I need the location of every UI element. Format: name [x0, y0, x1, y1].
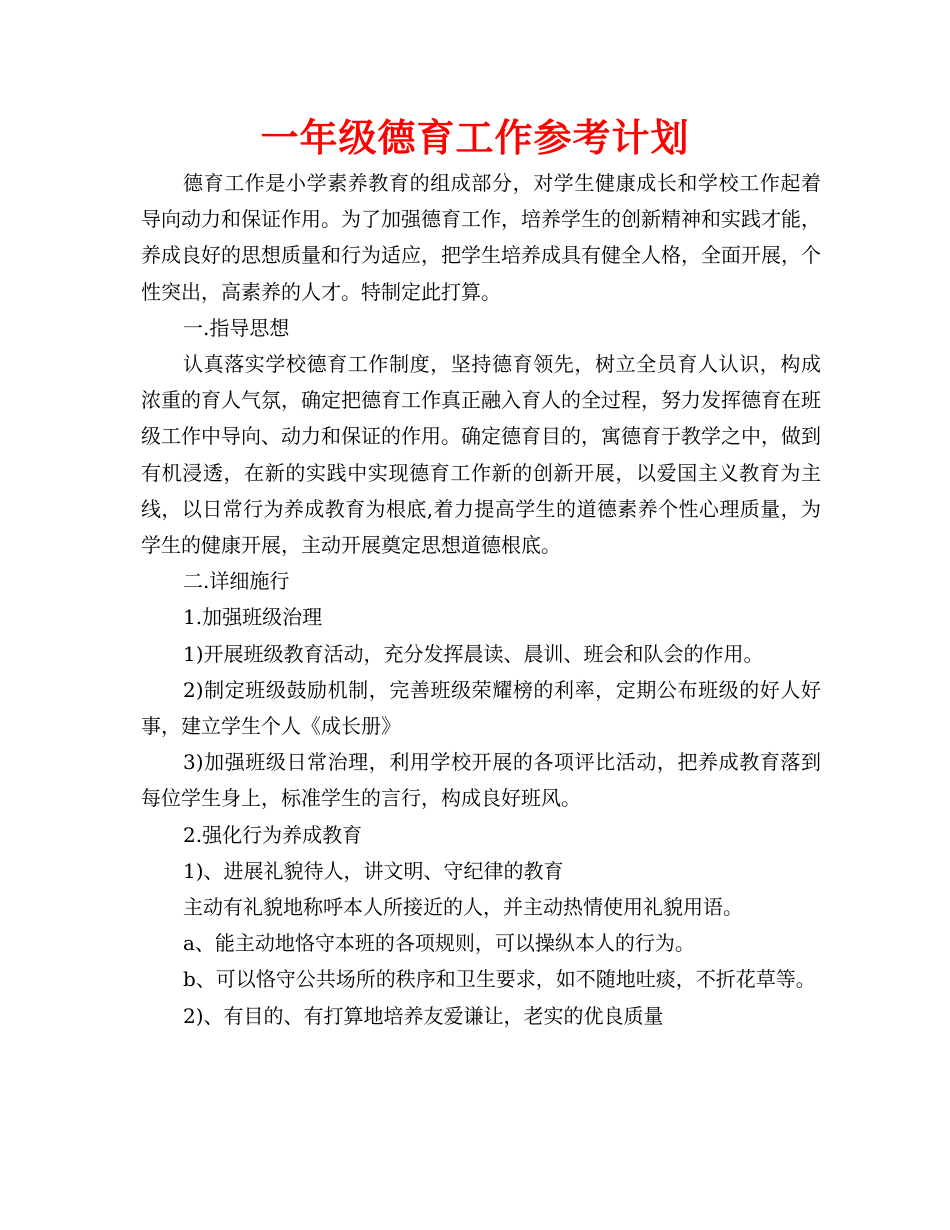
behavior-item-2: 2)、有目的、有打算地培养友爱谦让，老实的优良质量	[183, 1003, 664, 1028]
behavior-item-1-a: a、能主动地恪守本班的各项规则，可以操纵本人的行为。	[183, 931, 695, 956]
class-management-item-3: 3)加强班级日常治理，利用学校开展的各项评比活动，把养成教育落到每位学生身上，标准学生的言行，构成良好班风。	[141, 750, 821, 811]
subheading-class-management: 1.加强班级治理	[183, 605, 323, 630]
class-management-item-1: 1)开展班级教育活动，充分发挥晨读、晨训、班会和队会的作用。	[183, 641, 764, 666]
section-heading-guiding-thought: 一.指导思想	[183, 315, 290, 340]
behavior-item-1-b: b、可以恪守公共场所的秩序和卫生要求，如不随地吐痰，不折花草等。	[183, 967, 816, 992]
section-heading-implementation: 二.详细施行	[183, 569, 290, 594]
subheading-behavior-education: 2.强化行为养成教育	[183, 822, 363, 847]
guiding-thought-paragraph: 认真落实学校德育工作制度，坚持德育领先，树立全员育人认识，构成浓重的育人气氛，确定把德育工作真正融入育人的全过程，努力发挥德育在班级工作中导向、动力和保证的作用。确定德育目的，寓德育于教学之中，做到有机浸透，在新的实践中实现德育工作新的创新开展，以爱国主义教育为主线，以日常行为养成教育为根底,着力提高学生的道德素养个性心理质量，为学生的健康开展，主动开展奠定思想道德根底。	[141, 352, 821, 558]
behavior-item-1-detail: 主动有礼貌地称呼本人所接近的人，并主动热情使用礼貌用语。	[183, 895, 743, 920]
behavior-item-1: 1)、进展礼貌待人，讲文明、守纪律的教育	[183, 858, 564, 883]
intro-paragraph: 德育工作是小学素养教育的组成部分，对学生健康成长和学校工作起着导向动力和保证作用。为了加强德育工作，培养学生的创新精神和实践才能，养成良好的思想质量和行为适应，把学生培养成具有健全人格，全面开展，个性突出，高素养的人才。特制定此打算。	[141, 171, 821, 304]
document-title: 一年级德育工作参考计划	[260, 116, 690, 160]
class-management-item-2: 2)制定班级鼓励机制，完善班级荣耀榜的利率，定期公布班级的好人好事，建立学生个人《成长册》	[141, 677, 821, 739]
document-body	[141, 165, 821, 1034]
